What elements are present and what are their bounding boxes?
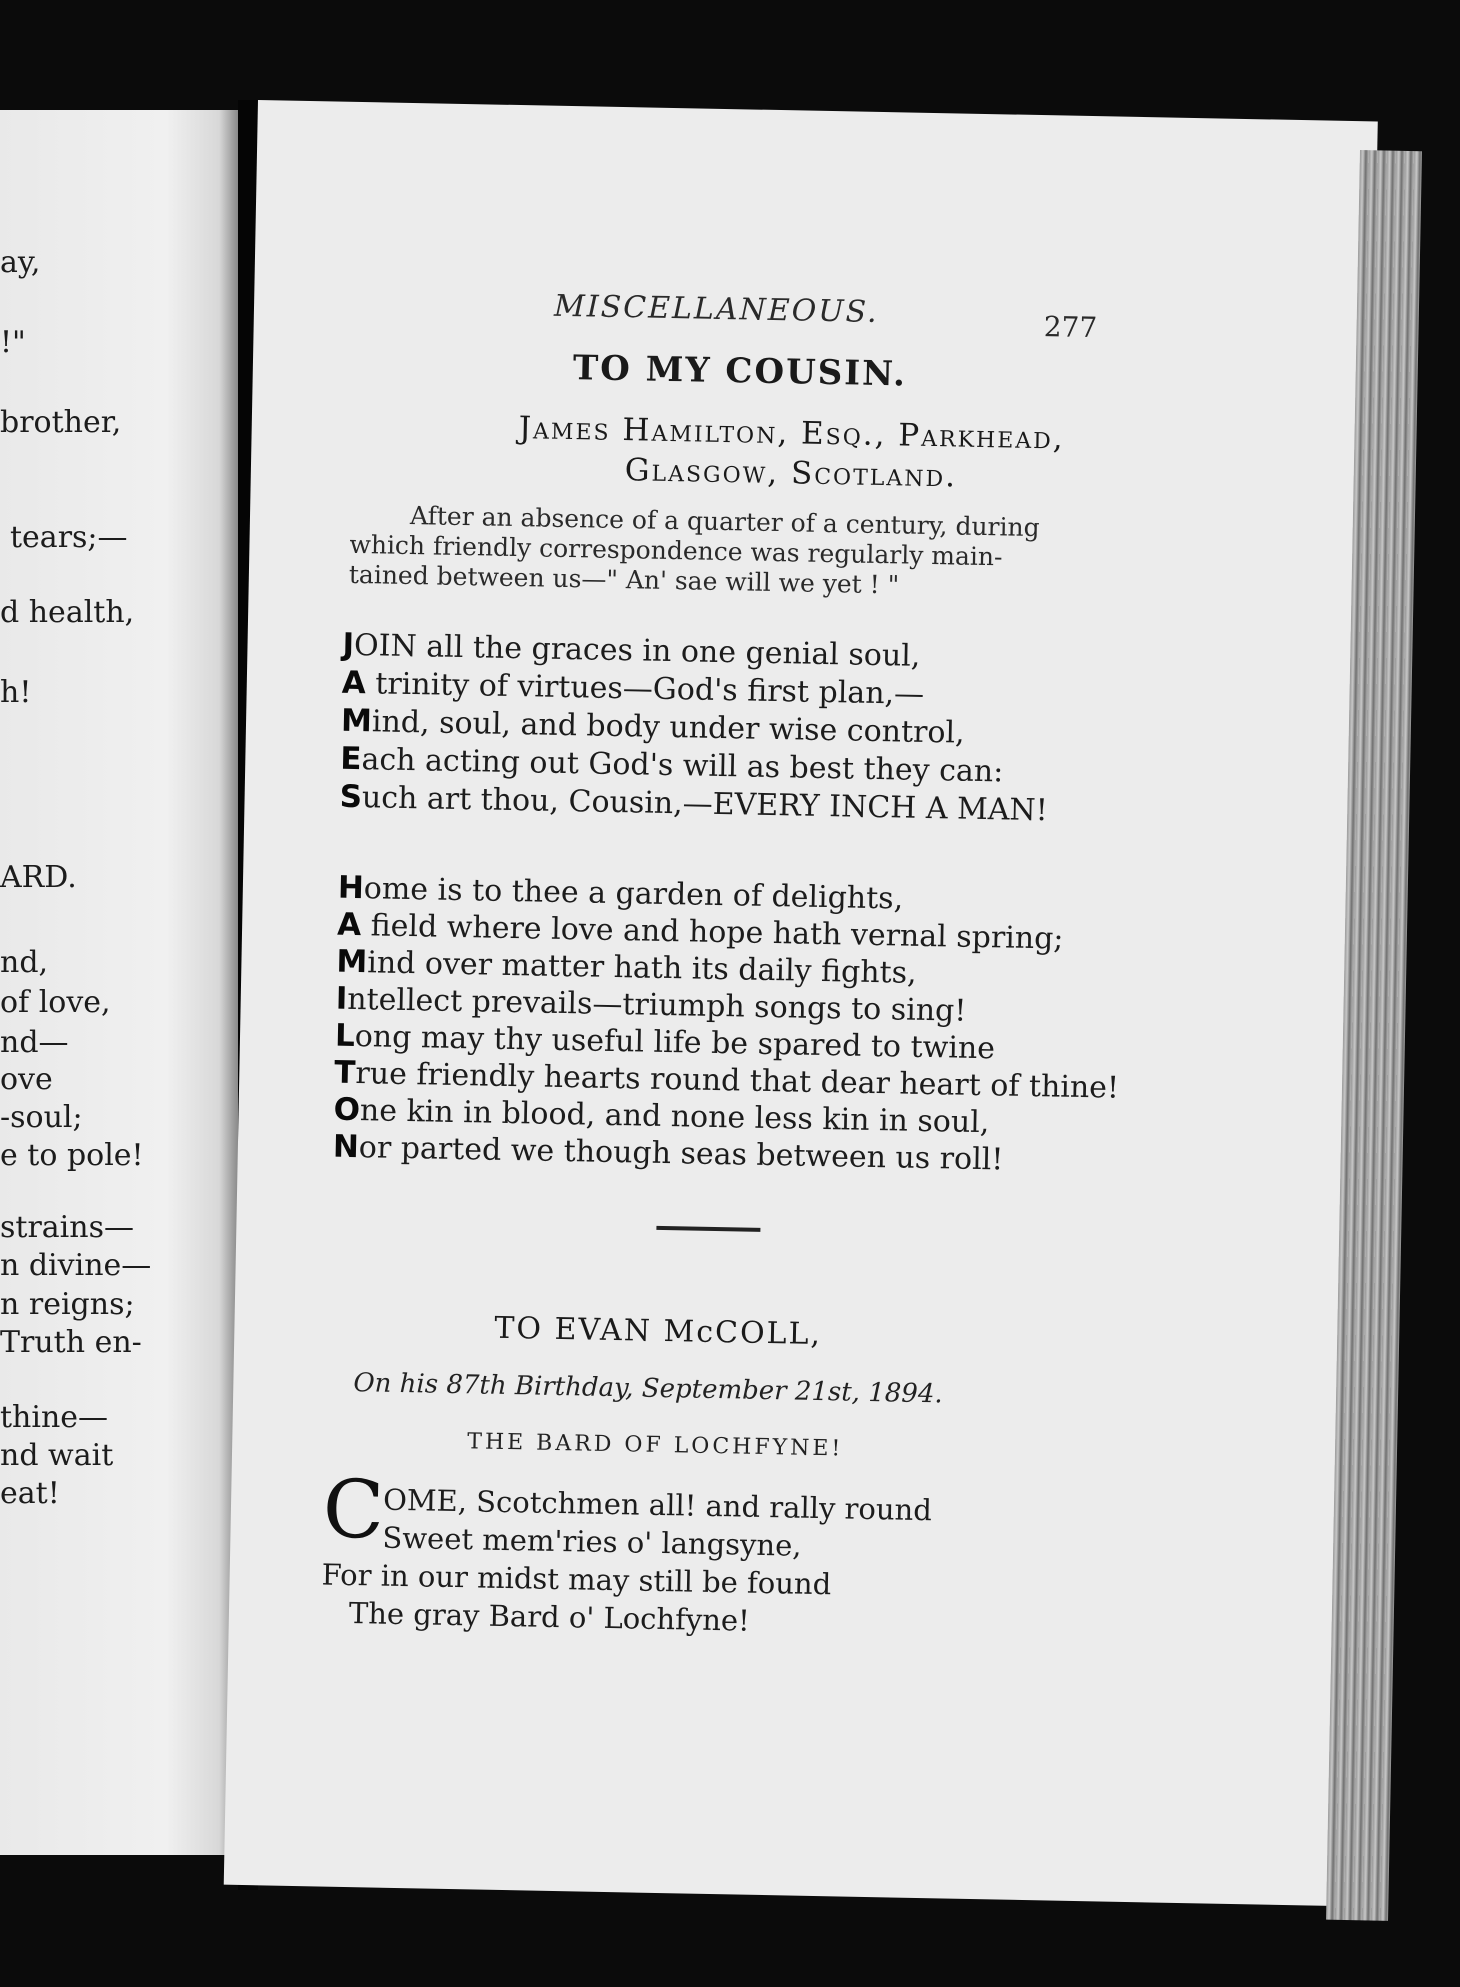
page-number: 277 xyxy=(1043,310,1098,345)
acrostic-initial: M xyxy=(336,943,368,981)
left-page-line: -soul; xyxy=(0,1100,83,1135)
acrostic-initial: E xyxy=(340,740,362,778)
verse-line: For in our midst may still be found xyxy=(321,1557,832,1602)
poem-subtitle: On his 87th Birthday, September 21st, 1894. xyxy=(353,1368,943,1410)
acrostic-initial: T xyxy=(333,1054,356,1092)
verse-text: ind, soul, and body under wise control, xyxy=(371,704,965,751)
left-page-line: !" xyxy=(0,325,26,360)
drop-cap: C xyxy=(322,1462,386,1557)
left-page-line: eat! xyxy=(0,1476,60,1511)
verse-text: or parted we though seas between us roll! xyxy=(358,1130,1004,1178)
verse-text: uch art thou, Cousin,—EVERY INCH A MAN! xyxy=(361,780,1049,829)
note-line: After an absence of a quarter of a century, during xyxy=(409,500,1040,543)
right-page xyxy=(224,100,1378,1906)
left-page-line: of love, xyxy=(0,985,111,1020)
left-page-line: ove xyxy=(0,1062,53,1097)
acrostic-initial: O xyxy=(333,1091,361,1129)
verse-line: OME, Scotchmen all! and rally round xyxy=(382,1482,933,1528)
acrostic-initial: H xyxy=(337,869,365,907)
acrostic-initial: A xyxy=(336,906,362,944)
left-page-line: nd— xyxy=(0,1025,69,1060)
left-page-line: n divine— xyxy=(0,1248,152,1283)
left-page-line: Truth en- xyxy=(0,1325,142,1360)
verse-text: ntellect prevails—triumph songs to sing! xyxy=(346,981,967,1029)
dedication-line: James Hamilton, Esq., Parkhead, xyxy=(518,410,1066,457)
verse-text: ach acting out God's will as best they can: xyxy=(361,742,1004,790)
verse-text: ind over matter hath its daily fights, xyxy=(366,945,917,991)
poem-title: TO MY COUSIN. xyxy=(572,348,908,395)
acrostic-initial: L xyxy=(334,1017,356,1055)
verse-text: ome is to thee a garden of delights, xyxy=(363,871,904,917)
poem-title: TO EVAN McCOLL, xyxy=(494,1310,823,1353)
left-page-line: e to pole! xyxy=(0,1138,144,1173)
verse-text: ne kin in blood, and none less kin in soul, xyxy=(359,1093,990,1141)
acrostic-initial: N xyxy=(332,1128,360,1166)
verse-text: trinity of virtues—God's first plan,— xyxy=(365,666,925,712)
poem-heading: THE BARD OF LOCHFYNE! xyxy=(467,1429,844,1462)
dedication-line: Glasgow, Scotland. xyxy=(624,452,958,495)
verse-line: The gray Bard o' Lochfyne! xyxy=(348,1596,751,1638)
left-page-line: brother, xyxy=(0,405,122,440)
verse-line: Sweet mem'ries o' langsyne, xyxy=(382,1520,802,1563)
verse-text: ong may thy useful life be spared to twine xyxy=(354,1019,996,1067)
left-page-line: h! xyxy=(0,675,32,710)
left-page-line: d health, xyxy=(0,595,135,630)
left-page-line: n reigns; xyxy=(0,1287,135,1322)
acrostic-initial: S xyxy=(339,778,363,816)
verse-text: field where love and hope hath vernal spring; xyxy=(360,908,1064,957)
section-divider xyxy=(656,1226,760,1232)
running-head: MISCELLANEOUS. xyxy=(553,288,879,330)
left-page-line: nd, xyxy=(0,945,49,980)
left-page-line: ay, xyxy=(0,245,41,280)
acrostic-initial: J xyxy=(342,626,355,663)
acrostic-initial: I xyxy=(335,980,348,1017)
note-line: tained between us—" An' sae will we yet ! " xyxy=(348,559,900,600)
verse-text: OIN all the graces in one genial soul, xyxy=(353,627,921,674)
verse-text: rue friendly hearts round that dear heart of thine! xyxy=(355,1056,1120,1106)
acrostic-initial: M xyxy=(340,702,373,740)
left-page-line: tears;— xyxy=(10,520,128,555)
left-page xyxy=(0,110,238,1855)
left-page-line: nd wait xyxy=(0,1438,114,1473)
left-page-line: ARD. xyxy=(0,860,77,895)
note-line: which friendly correspondence was regularly main- xyxy=(349,529,1003,572)
left-page-line: thine— xyxy=(0,1400,109,1435)
left-page-line: strains— xyxy=(0,1210,134,1245)
acrostic-initial: A xyxy=(341,664,367,702)
